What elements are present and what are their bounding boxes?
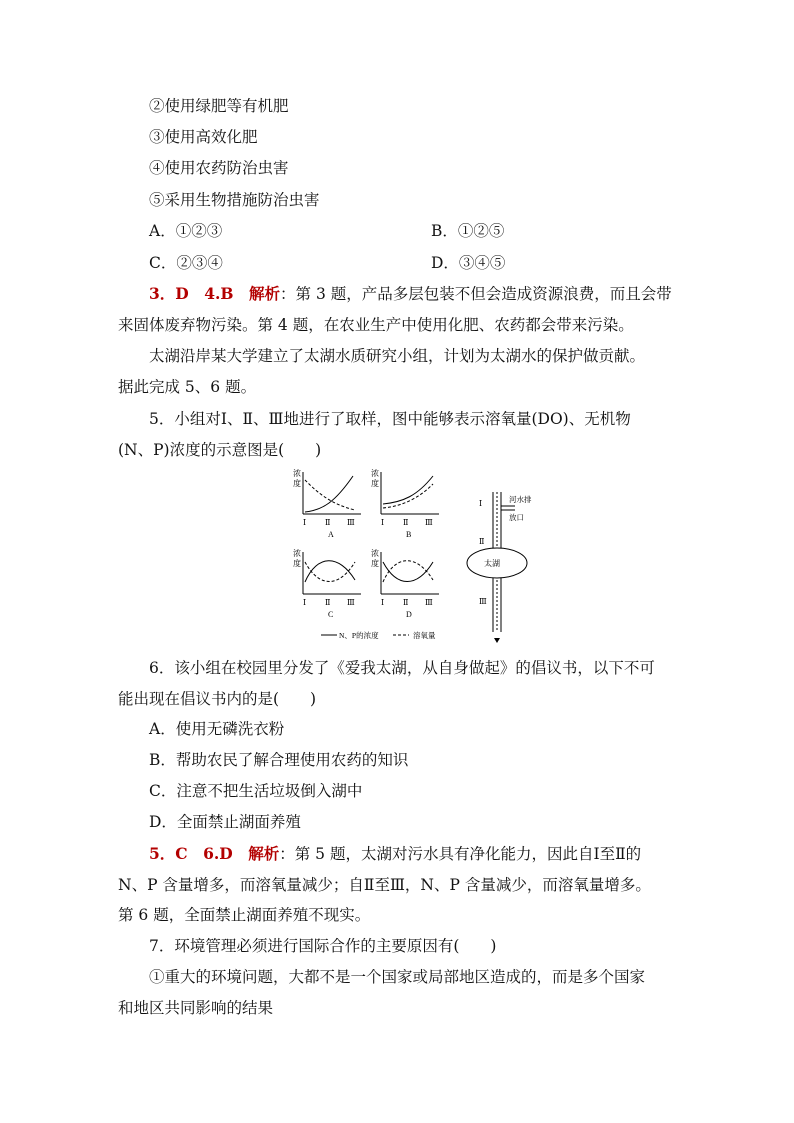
panel-label-a: A <box>328 530 334 539</box>
tick-label: Ⅲ <box>347 518 355 527</box>
intro-line1: 太湖沿岸某大学建立了太湖水质研究小组，计划为太湖水的保护做贡献。 <box>149 347 646 365</box>
axis-label: 度 <box>293 559 301 568</box>
q7-line3: 和地区共同影响的结果 <box>118 999 274 1017</box>
answer-3-4-line2: 来固体废弃物污染。第 4 题，在农业生产中使用化肥、农药都会带来污染。 <box>118 316 634 334</box>
intro-line2: 据此完成 5、6 题。 <box>118 378 257 396</box>
answer-3-4-label: 3．D 4.B 解析 <box>149 284 281 303</box>
q4-choice-c: C．②③④ <box>149 254 223 272</box>
answer-5-6-text1: ：第 5 题，太湖对污水具有净化能力，因此自Ⅰ至Ⅱ的 <box>279 845 642 863</box>
answer-5-6-label: 5．C 6.D 解析 <box>149 844 280 863</box>
q4-choice-a: A．①②③ <box>149 222 223 240</box>
map-site-1: Ⅰ <box>479 499 483 508</box>
q6-line2: 能出现在倡议书内的是( ) <box>118 690 317 708</box>
axis-label: 浓 <box>293 469 301 478</box>
tick-label: Ⅲ <box>425 598 433 607</box>
option-2: ②使用绿肥等有机肥 <box>149 97 289 115</box>
tick-label: Ⅰ <box>381 598 385 607</box>
lake-label: 太湖 <box>484 559 500 568</box>
panel-label-b: B <box>406 530 412 539</box>
answer-5-6-line2: N、P 含量增多，而溶氧量减少；自Ⅱ至Ⅲ，N、P 含量减少，而溶氧量增多。 <box>118 876 651 894</box>
panel-label-c: C <box>328 610 334 619</box>
tick-label: Ⅲ <box>347 598 355 607</box>
tick-label: Ⅱ <box>403 598 409 607</box>
tick-label: Ⅰ <box>303 518 307 527</box>
axis-label: 浓 <box>371 549 379 558</box>
q5-line2: (N、P)浓度的示意图是( ) <box>118 441 322 459</box>
q7-line1: 7．环境管理必须进行国际合作的主要原因有( ) <box>149 937 497 955</box>
answer-5-6-line1 <box>149 844 641 864</box>
outlet-label-2: 放口 <box>509 513 524 522</box>
option-3: ③使用高效化肥 <box>149 128 258 146</box>
q7-line2: ①重大的环境问题，大都不是一个国家或局部地区造成的，而是多个国家 <box>149 968 646 986</box>
panel-d <box>371 548 439 619</box>
option-4: ④使用农药防治虫害 <box>149 159 289 177</box>
axis-label: 浓 <box>371 469 379 478</box>
panel-c <box>293 548 361 619</box>
answer-5-6-line3: 第 6 题，全面禁止湖面养殖不现实。 <box>118 906 371 924</box>
legend-dash-label: 溶氧量 <box>413 631 436 640</box>
q5-figure <box>283 462 551 646</box>
panel-b <box>371 468 439 539</box>
answer-3-4-text1: ：第 3 题，产品多层包装不但会造成资源浪费，而且会带 <box>280 285 672 303</box>
map-site-2: Ⅱ <box>479 537 485 546</box>
q6-line1: 6．该小组在校园里分发了《爱我太湖，从自身做起》的倡议书，以下不可 <box>149 659 655 677</box>
q4-choice-d: D．③④⑤ <box>431 254 506 272</box>
option-5: ⑤采用生物措施防治虫害 <box>149 191 320 209</box>
map-site-3: Ⅲ <box>479 597 487 606</box>
tick-label: Ⅱ <box>403 518 409 527</box>
tick-label: Ⅱ <box>325 518 331 527</box>
q6-choice-a: A．使用无磷洗衣粉 <box>149 720 285 738</box>
answer-3-4-line1 <box>149 284 672 304</box>
axis-label: 度 <box>371 559 379 568</box>
axis-label: 度 <box>293 479 301 488</box>
q5-line1: 5．小组对Ⅰ、Ⅱ、Ⅲ地进行了取样，图中能够表示溶氧量(DO)、无机物 <box>149 410 631 428</box>
tick-label: Ⅱ <box>325 598 331 607</box>
taihu-map <box>467 492 532 643</box>
axis-label: 浓 <box>293 549 301 558</box>
panel-a <box>293 468 361 539</box>
outlet-label-1: 河水排 <box>509 495 532 504</box>
legend-solid-label: N、P的浓度 <box>339 631 379 640</box>
tick-label: Ⅲ <box>425 518 433 527</box>
legend <box>321 630 436 640</box>
tick-label: Ⅰ <box>381 518 385 527</box>
q6-choice-c: C．注意不把生活垃圾倒入湖中 <box>149 782 363 800</box>
q6-choice-d: D．全面禁止湖面养殖 <box>149 813 301 831</box>
q6-choice-b: B．帮助农民了解合理使用农药的知识 <box>149 751 409 769</box>
tick-label: Ⅰ <box>303 598 307 607</box>
panel-label-d: D <box>406 610 412 619</box>
axis-label: 度 <box>371 479 379 488</box>
q4-choice-b: B．①②⑤ <box>431 222 505 240</box>
